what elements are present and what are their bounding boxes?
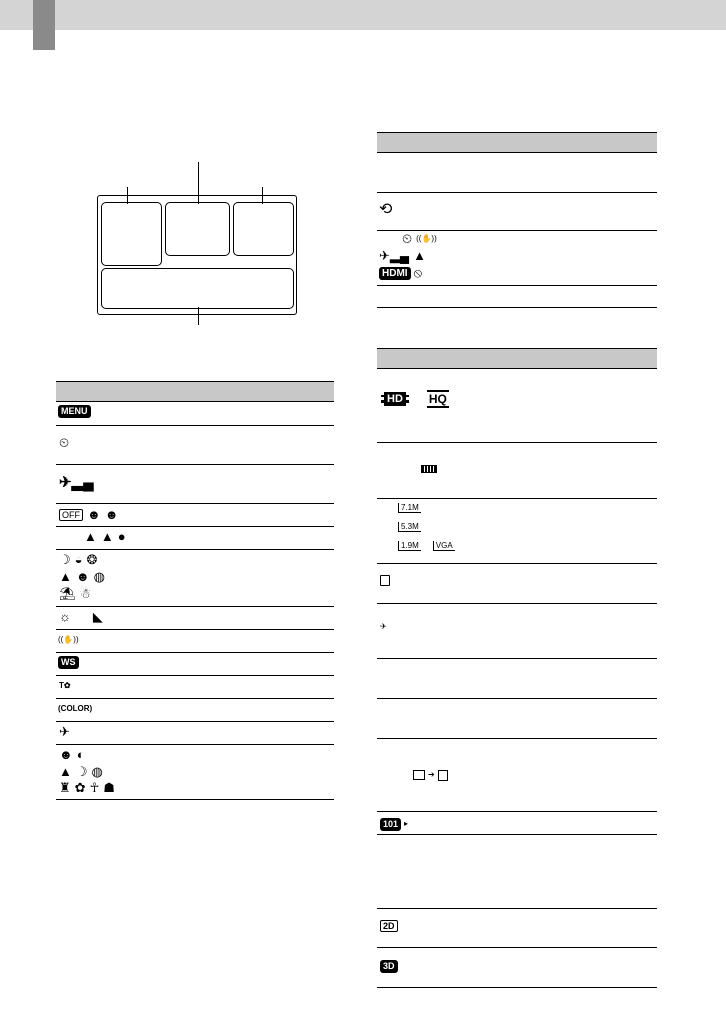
tele-macro-row xyxy=(59,679,75,693)
image-size-row-3 xyxy=(398,541,467,551)
row-divider xyxy=(377,908,657,909)
row-divider xyxy=(56,698,334,699)
image-size-row-1 xyxy=(398,503,433,513)
landscape-detect-icon: ▲ xyxy=(59,764,72,779)
snow-icon: ☃ xyxy=(79,586,92,601)
row-divider xyxy=(56,629,334,630)
hq-mode-icon: HQ xyxy=(428,392,447,406)
sunrise-sunset-icon: ◒ xyxy=(74,552,83,567)
folder-row xyxy=(380,817,412,831)
face-detection-icon: ☻ xyxy=(87,507,101,522)
callout-line-bottom xyxy=(198,307,199,325)
no-card-icon: ⏲ xyxy=(402,231,413,246)
steadyshot-off-icon: ((✋)) xyxy=(58,635,79,644)
row-divider xyxy=(377,834,657,835)
row-divider xyxy=(377,192,657,193)
table-bottom-rule xyxy=(56,799,334,800)
left-table-header xyxy=(56,381,334,402)
hd-quality-icon: HD xyxy=(381,392,409,406)
right-top-header xyxy=(377,132,657,153)
3d-row xyxy=(380,960,401,973)
battery-row xyxy=(421,465,437,473)
child-priority-icon: ☻ xyxy=(104,507,119,522)
image-size-vga-icon: VGA xyxy=(433,541,455,551)
portrait-icon: ● xyxy=(117,529,126,544)
fireworks-icon: ❂ xyxy=(86,552,98,567)
quality-row xyxy=(381,390,449,408)
beach-icon: ⛱ xyxy=(59,586,76,601)
demo-row xyxy=(379,203,396,217)
2d-row xyxy=(380,920,402,932)
row-divider xyxy=(377,498,657,499)
memory-card-icon xyxy=(380,575,390,586)
row-divider xyxy=(56,425,334,426)
low-light-icon: ♜ xyxy=(59,780,71,795)
copy-row xyxy=(413,768,448,782)
row-divider xyxy=(377,698,657,699)
menu-icon: MENU xyxy=(58,405,91,418)
screen-area-top-center xyxy=(165,202,230,256)
battery-icon xyxy=(421,465,437,473)
row-divider xyxy=(377,442,657,443)
photo-icon xyxy=(413,770,425,780)
right-bottom-header xyxy=(377,348,657,369)
macro-detect-icon: ◐ xyxy=(76,747,85,762)
scene-detect-row-1 xyxy=(59,748,89,762)
screen-area-top-right xyxy=(233,202,294,256)
prohibited-icon: ⦸ xyxy=(413,265,423,280)
gps-row xyxy=(59,476,98,490)
memory-card-row xyxy=(380,575,390,586)
folder-number-icon: 101 xyxy=(380,818,401,831)
page-header-bar xyxy=(0,0,726,30)
row-divider xyxy=(56,549,334,550)
outdoor-wb-icon: ☼ xyxy=(59,609,71,624)
hdmi-row xyxy=(379,266,426,280)
intelligent-auto-row xyxy=(84,530,130,544)
self-timer-row xyxy=(59,436,73,450)
warning-row-1 xyxy=(402,232,441,246)
wide-select-row xyxy=(58,656,82,669)
scene-detect-row-3 xyxy=(59,781,119,795)
image-size-7-1m-icon: 7.1M xyxy=(398,503,421,513)
wide-select-icon: WS xyxy=(58,656,79,669)
scene-row-2 xyxy=(59,570,109,584)
scene-row-3 xyxy=(59,587,95,601)
one-push-wb-icon: ◣ xyxy=(92,609,103,624)
row-divider xyxy=(377,285,657,286)
face-detection-off-icon: OFF xyxy=(59,509,83,521)
table-bottom-rule xyxy=(377,307,657,308)
arrow-icon: ➔ xyxy=(428,770,435,779)
twilight-detect-icon: ☽ xyxy=(75,764,88,779)
row-divider xyxy=(377,738,657,739)
self-timer-icon: ⏲ xyxy=(59,435,70,450)
wind-noise-row xyxy=(59,725,74,739)
usb-media-icon: ✈ xyxy=(380,622,387,631)
spotlight-icon: ◍ xyxy=(93,569,105,584)
walking-icon: ☥ xyxy=(89,780,100,795)
row-divider xyxy=(56,652,334,653)
row-divider xyxy=(377,230,657,231)
x-v-color-row xyxy=(58,702,96,716)
page-header-tab xyxy=(33,0,55,50)
screen-area-top-left xyxy=(101,202,162,266)
shake-warning-icon: ((✋)) xyxy=(416,234,437,243)
row-divider xyxy=(56,526,334,527)
gps-signal-icon: ✈▂▄ xyxy=(59,474,94,491)
row-divider xyxy=(56,675,334,676)
card-target-icon xyxy=(438,770,448,781)
steadyshot-row xyxy=(58,633,83,647)
gps-warning-icon: ✈▂▄ xyxy=(379,248,410,263)
tripod-icon: ☗ xyxy=(103,780,115,795)
tele-macro-icon: T✿ xyxy=(59,681,71,690)
row-divider xyxy=(56,503,334,504)
x-v-color-icon: (COLOR) xyxy=(58,704,93,713)
image-size-1-9m-icon: 1.9M xyxy=(398,541,421,551)
row-divider xyxy=(377,811,657,812)
row-divider xyxy=(56,721,334,722)
2d-mode-icon: 2D xyxy=(380,920,398,932)
hdmi-icon: HDMI xyxy=(379,267,411,280)
image-size-5-3m-icon: 5.3M xyxy=(398,522,421,532)
white-balance-row xyxy=(59,610,107,624)
play-triangle-icon: ▸ xyxy=(404,819,409,828)
scene-row-1 xyxy=(59,553,101,567)
close-up-icon: ✿ xyxy=(74,780,86,795)
landscape-icon: ▲ xyxy=(84,529,97,544)
spotlight-detect-icon: ◍ xyxy=(91,764,103,779)
row-divider xyxy=(377,658,657,659)
face-detection-row xyxy=(59,508,122,522)
scene-detect-row-2 xyxy=(59,765,107,779)
landscape-scene-icon: ▲ xyxy=(59,569,72,584)
portrait-scene-icon: ☻ xyxy=(75,569,90,584)
row-divider xyxy=(377,947,657,948)
3d-mode-icon: 3D xyxy=(380,960,398,973)
image-size-row-2 xyxy=(398,522,433,532)
caution-icon: ▲ xyxy=(413,248,426,263)
mountain-icon: ▲ xyxy=(100,529,114,544)
row-divider xyxy=(56,464,334,465)
usb-media-row xyxy=(380,620,391,634)
menu-row xyxy=(58,405,94,418)
warning-row-2 xyxy=(379,249,430,263)
row-divider xyxy=(56,744,334,745)
night-scene-icon: ☽ xyxy=(59,552,71,567)
screen-area-bottom xyxy=(101,268,294,309)
wind-noise-icon: ✈ xyxy=(59,724,70,739)
row-divider xyxy=(377,563,657,564)
portrait-detect-icon: ☻ xyxy=(59,747,73,762)
row-divider xyxy=(377,603,657,604)
table-bottom-rule xyxy=(377,987,657,988)
repeat-icon: ⟲ xyxy=(379,201,393,218)
row-divider xyxy=(56,606,334,607)
